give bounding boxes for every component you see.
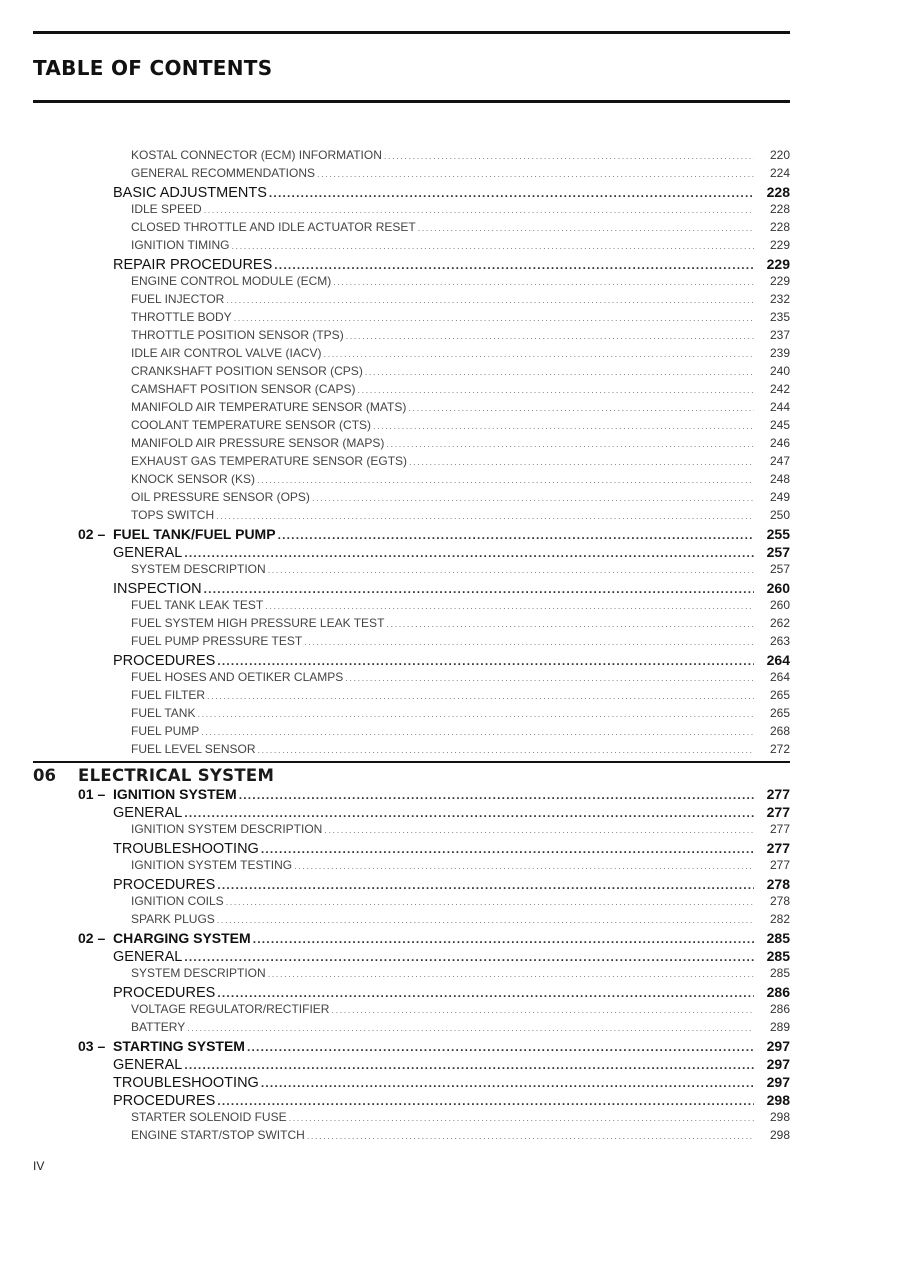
toc-chapter-entry[interactable] bbox=[33, 1038, 790, 1056]
header-bottom-rule bbox=[33, 100, 790, 103]
toc-entry-label bbox=[131, 1020, 187, 1034]
toc-entry-text: INSPECTION bbox=[113, 581, 202, 597]
toc-entry-text: SYSTEM DESCRIPTION bbox=[131, 562, 266, 576]
toc-section-entry[interactable] bbox=[33, 652, 790, 670]
toc-entry-text: CRANKSHAFT POSITION SENSOR (CPS) bbox=[131, 364, 363, 378]
toc-entry-text: CLOSED THROTTLE AND IDLE ACTUATOR RESET bbox=[131, 220, 416, 234]
dot-leader bbox=[304, 637, 754, 647]
toc-page-number: 297 bbox=[766, 1038, 790, 1054]
toc-section-entry[interactable] bbox=[33, 984, 790, 1002]
toc-subsection-entry[interactable] bbox=[33, 912, 790, 930]
toc-page-number: 229 bbox=[769, 238, 790, 252]
toc-section-entry[interactable] bbox=[33, 804, 790, 822]
toc-subsection-entry[interactable] bbox=[33, 562, 790, 580]
toc-entry-text: TROUBLESHOOTING bbox=[113, 841, 259, 857]
toc-entry-text: GENERAL bbox=[113, 805, 183, 821]
dot-leader bbox=[217, 878, 754, 892]
toc-page-number: 278 bbox=[766, 876, 790, 892]
dot-leader bbox=[184, 546, 754, 560]
toc-entry-label bbox=[131, 292, 226, 306]
toc-subsection-entry[interactable] bbox=[33, 688, 790, 706]
toc-subsection-entry[interactable] bbox=[33, 706, 790, 724]
toc-entry-label bbox=[131, 1128, 307, 1142]
toc-entry-text: KNOCK SENSOR (KS) bbox=[131, 472, 256, 486]
dot-leader bbox=[234, 313, 754, 323]
dot-leader bbox=[257, 475, 754, 485]
toc-section-entry[interactable] bbox=[33, 1074, 790, 1092]
toc-entry-label bbox=[113, 949, 184, 965]
dot-leader bbox=[331, 1005, 754, 1015]
toc-entry-label bbox=[131, 562, 268, 576]
toc-page-number: 289 bbox=[769, 1020, 790, 1034]
toc-subsection-entry[interactable] bbox=[33, 894, 790, 912]
dot-leader bbox=[231, 241, 754, 251]
dot-leader bbox=[239, 788, 754, 802]
toc-entry-text: ENGINE CONTROL MODULE (ECM) bbox=[131, 274, 332, 288]
toc-subsection-entry[interactable] bbox=[33, 292, 790, 310]
dot-leader bbox=[294, 861, 754, 871]
dot-leader bbox=[324, 825, 754, 835]
toc-page-number: 228 bbox=[766, 184, 790, 200]
toc-entry-text: GENERAL RECOMMENDATIONS bbox=[131, 166, 316, 180]
toc-entry-text: CAMSHAFT POSITION SENSOR (CAPS) bbox=[131, 382, 356, 396]
dot-leader bbox=[418, 223, 754, 233]
toc-entry-text: ENGINE START/STOP SWITCH bbox=[131, 1128, 305, 1142]
toc-subsection-entry[interactable] bbox=[33, 220, 790, 238]
toc-subsection-entry[interactable] bbox=[33, 382, 790, 400]
section-number: 06 bbox=[33, 766, 56, 785]
section-rule bbox=[33, 761, 790, 763]
toc-subsection-entry[interactable] bbox=[33, 490, 790, 508]
dot-leader bbox=[253, 932, 754, 946]
dot-leader bbox=[307, 1131, 754, 1141]
toc-page-number: 285 bbox=[766, 948, 790, 964]
toc-page-number: 264 bbox=[766, 652, 790, 668]
toc-entry-text: IGNITION COILS bbox=[131, 894, 224, 908]
toc-subsection-entry[interactable] bbox=[33, 1002, 790, 1020]
toc-subsection-entry[interactable] bbox=[33, 670, 790, 688]
toc-entry-text: FUEL HOSES AND OETIKER CLAMPS bbox=[131, 670, 344, 684]
toc-entry-label bbox=[78, 526, 278, 542]
toc-entry-text: OIL PRESSURE SENSOR (OPS) bbox=[131, 490, 310, 504]
toc-section-entry[interactable] bbox=[33, 1056, 790, 1074]
toc-subsection-entry[interactable] bbox=[33, 598, 790, 616]
toc-entry-text: IDLE SPEED bbox=[131, 202, 202, 216]
toc-entry-label bbox=[131, 616, 386, 630]
toc-subsection-entry[interactable] bbox=[33, 418, 790, 436]
toc-entry-label bbox=[131, 238, 231, 252]
toc-entry-text: IDLE AIR CONTROL VALVE (IACV) bbox=[131, 346, 322, 360]
toc-entry-label bbox=[131, 274, 333, 288]
toc-entry-text: FUEL FILTER bbox=[131, 688, 206, 702]
toc-entry-text: BATTERY bbox=[131, 1020, 186, 1034]
toc-entry-label bbox=[131, 310, 234, 324]
dot-leader bbox=[217, 654, 754, 668]
dot-leader bbox=[386, 439, 754, 449]
toc-page-number: 297 bbox=[766, 1056, 790, 1072]
dot-leader bbox=[408, 403, 754, 413]
toc-entry-text: PROCEDURES bbox=[113, 1093, 216, 1109]
toc-entry-label bbox=[113, 985, 217, 1001]
toc-subsection-entry[interactable] bbox=[33, 472, 790, 490]
toc-page-number: 260 bbox=[769, 598, 790, 612]
toc-subsection-entry[interactable] bbox=[33, 346, 790, 364]
toc-page-number: 257 bbox=[769, 562, 790, 576]
dot-leader bbox=[269, 186, 754, 200]
toc-subsection-entry[interactable] bbox=[33, 148, 790, 166]
toc-page-number: 263 bbox=[769, 634, 790, 648]
toc-page-number: 260 bbox=[766, 580, 790, 596]
toc-entry-text: REPAIR PROCEDURES bbox=[113, 257, 273, 273]
toc-page-number: 277 bbox=[769, 858, 790, 872]
toc-entry-text: FUEL LEVEL SENSOR bbox=[131, 742, 256, 756]
toc-entry-label bbox=[131, 382, 357, 396]
dot-leader bbox=[204, 205, 754, 215]
toc-entry-text: PROCEDURES bbox=[113, 985, 216, 1001]
dot-leader bbox=[261, 1076, 754, 1090]
dot-leader bbox=[265, 601, 754, 611]
toc-page-number: 244 bbox=[769, 400, 790, 414]
toc-entry-label bbox=[131, 148, 384, 162]
toc-entry-label bbox=[113, 1057, 184, 1073]
toc-entry-label bbox=[131, 724, 201, 738]
toc-entry-label bbox=[131, 598, 265, 612]
toc-entry-text: THROTTLE BODY bbox=[131, 310, 232, 324]
toc-entry-label bbox=[131, 472, 257, 486]
toc-entry-text: CHARGING SYSTEM bbox=[113, 930, 251, 946]
toc-page-number: 248 bbox=[769, 472, 790, 486]
dot-leader bbox=[268, 969, 754, 979]
toc-page-number: 250 bbox=[769, 508, 790, 522]
toc-subsection-entry[interactable] bbox=[33, 238, 790, 256]
page-folio: IV bbox=[33, 1159, 45, 1173]
toc-chapter-number: 03 – bbox=[78, 1038, 106, 1054]
toc-entry-text: GENERAL bbox=[113, 545, 183, 561]
toc-chapter-number: 01 – bbox=[78, 786, 106, 802]
dot-leader bbox=[201, 727, 754, 737]
toc-list-fuel-section bbox=[33, 148, 790, 760]
toc-entry-text: MANIFOLD AIR TEMPERATURE SENSOR (MATS) bbox=[131, 400, 407, 414]
toc-section-entry[interactable] bbox=[33, 256, 790, 274]
toc-subsection-entry[interactable] bbox=[33, 616, 790, 634]
toc-entry-text: SPARK PLUGS bbox=[131, 912, 215, 926]
toc-page-number: 245 bbox=[769, 418, 790, 432]
toc-entry-label bbox=[113, 1093, 217, 1109]
dot-leader bbox=[217, 1094, 754, 1108]
toc-entry-text: STARTER SOLENOID FUSE bbox=[131, 1110, 287, 1124]
toc-page-number: 246 bbox=[769, 436, 790, 450]
dot-leader bbox=[333, 277, 754, 287]
dot-leader bbox=[324, 349, 755, 359]
dot-leader bbox=[357, 385, 754, 395]
toc-page-number: 278 bbox=[769, 894, 790, 908]
toc-page-number: 265 bbox=[769, 706, 790, 720]
toc-entry-label bbox=[131, 670, 345, 684]
toc-page-number: 277 bbox=[769, 822, 790, 836]
toc-subsection-entry[interactable] bbox=[33, 724, 790, 742]
toc-entry-label bbox=[131, 418, 373, 432]
toc-page-number: 220 bbox=[769, 148, 790, 162]
dot-leader bbox=[312, 493, 754, 503]
toc-page-number: 277 bbox=[766, 840, 790, 856]
toc-subsection-entry[interactable] bbox=[33, 328, 790, 346]
toc-page-number: 277 bbox=[766, 786, 790, 802]
dot-leader bbox=[384, 151, 754, 161]
toc-entry-label bbox=[131, 1110, 289, 1124]
toc-entry-label bbox=[131, 454, 409, 468]
toc-page-number: 298 bbox=[766, 1092, 790, 1108]
toc-section-entry[interactable] bbox=[33, 1092, 790, 1110]
toc-entry-label bbox=[113, 257, 274, 273]
dot-leader bbox=[268, 565, 754, 575]
toc-entry-text: BASIC ADJUSTMENTS bbox=[113, 185, 267, 201]
toc-subsection-entry[interactable] bbox=[33, 858, 790, 876]
toc-section-entry[interactable] bbox=[33, 580, 790, 598]
toc-page-number: 242 bbox=[769, 382, 790, 396]
toc-entry-text: TOPS SWITCH bbox=[131, 508, 215, 522]
toc-entry-text: GENERAL bbox=[113, 949, 183, 965]
toc-page-number: 285 bbox=[766, 930, 790, 946]
toc-page-number: 224 bbox=[769, 166, 790, 180]
section-heading bbox=[33, 764, 790, 786]
toc-section-entry[interactable] bbox=[33, 948, 790, 966]
toc-subsection-entry[interactable] bbox=[33, 436, 790, 454]
toc-subsection-entry[interactable] bbox=[33, 202, 790, 220]
dot-leader bbox=[258, 745, 755, 755]
dot-leader bbox=[184, 950, 754, 964]
dot-leader bbox=[317, 169, 754, 179]
toc-entry-label bbox=[131, 490, 312, 504]
toc-entry-label bbox=[131, 894, 226, 908]
toc-list-electrical-section bbox=[33, 786, 790, 1146]
toc-subsection-entry[interactable] bbox=[33, 166, 790, 184]
toc-entry-text: STARTING SYSTEM bbox=[113, 1038, 245, 1054]
toc-entry-label bbox=[131, 436, 386, 450]
toc-entry-label bbox=[131, 858, 294, 872]
toc-subsection-entry[interactable] bbox=[33, 454, 790, 472]
toc-entry-text: MANIFOLD AIR PRESSURE SENSOR (MAPS) bbox=[131, 436, 385, 450]
toc-entry-label bbox=[113, 653, 217, 669]
toc-subsection-entry[interactable] bbox=[33, 364, 790, 382]
toc-entry-text: KOSTAL CONNECTOR (ECM) INFORMATION bbox=[131, 148, 382, 162]
toc-page-number: 255 bbox=[766, 526, 790, 542]
toc-page-number: 229 bbox=[766, 256, 790, 272]
toc-entry-label bbox=[131, 688, 207, 702]
toc-page-number: 239 bbox=[769, 346, 790, 360]
dot-leader bbox=[184, 1058, 754, 1072]
toc-entry-label bbox=[131, 364, 365, 378]
header-top-rule bbox=[33, 31, 790, 34]
page-title: TABLE OF CONTENTS bbox=[33, 56, 273, 80]
toc-entry-label bbox=[131, 220, 418, 234]
toc-entry-text: FUEL PUMP PRESSURE TEST bbox=[131, 634, 303, 648]
toc-entry-text: EXHAUST GAS TEMPERATURE SENSOR (EGTS) bbox=[131, 454, 408, 468]
toc-entry-text: PROCEDURES bbox=[113, 653, 216, 669]
toc-chapter-number: 02 – bbox=[78, 930, 106, 946]
toc-page-number: 277 bbox=[766, 804, 790, 820]
toc-subsection-entry[interactable] bbox=[33, 400, 790, 418]
toc-subsection-entry[interactable] bbox=[33, 1020, 790, 1038]
toc-entry-label bbox=[131, 742, 258, 756]
dot-leader bbox=[187, 1023, 754, 1033]
toc-chapter-entry[interactable] bbox=[33, 786, 790, 804]
toc-subsection-entry[interactable] bbox=[33, 966, 790, 984]
toc-entry-label bbox=[131, 328, 346, 342]
toc-page-number: 268 bbox=[769, 724, 790, 738]
toc-page-number: 237 bbox=[769, 328, 790, 342]
toc-page-number: 229 bbox=[769, 274, 790, 288]
dot-leader bbox=[386, 619, 754, 629]
toc-subsection-entry[interactable] bbox=[33, 274, 790, 292]
dot-leader bbox=[204, 582, 754, 596]
toc-entry-label bbox=[113, 805, 184, 821]
toc-entry-text: TROUBLESHOOTING bbox=[113, 1075, 259, 1091]
toc-subsection-entry[interactable] bbox=[33, 310, 790, 328]
toc-entry-text: GENERAL bbox=[113, 1057, 183, 1073]
toc-page-number: 228 bbox=[769, 220, 790, 234]
dot-leader bbox=[289, 1113, 754, 1123]
toc-page-number: 282 bbox=[769, 912, 790, 926]
toc-entry-label bbox=[113, 545, 184, 561]
dot-leader bbox=[346, 331, 754, 341]
dot-leader bbox=[409, 457, 754, 467]
toc-entry-label bbox=[113, 877, 217, 893]
toc-entry-label bbox=[131, 706, 197, 720]
dot-leader bbox=[216, 511, 754, 521]
toc-section-entry[interactable] bbox=[33, 840, 790, 858]
toc-entry-text: PROCEDURES bbox=[113, 877, 216, 893]
toc-entry-text: IGNITION TIMING bbox=[131, 238, 230, 252]
toc-page-number: 240 bbox=[769, 364, 790, 378]
toc-subsection-entry[interactable] bbox=[33, 508, 790, 526]
toc-page-number: 265 bbox=[769, 688, 790, 702]
toc-page-number: 262 bbox=[769, 616, 790, 630]
toc-page-number: 286 bbox=[769, 1002, 790, 1016]
toc-section-entry[interactable] bbox=[33, 876, 790, 894]
toc-chapter-entry[interactable] bbox=[33, 526, 790, 544]
toc-page-number: 285 bbox=[769, 966, 790, 980]
toc-entry-label bbox=[113, 185, 269, 201]
dot-leader bbox=[274, 258, 754, 272]
toc-page-number: 286 bbox=[766, 984, 790, 1000]
toc-entry-text: FUEL TANK LEAK TEST bbox=[131, 598, 264, 612]
toc-entry-label bbox=[78, 786, 239, 802]
toc-page-number: 247 bbox=[769, 454, 790, 468]
dot-leader bbox=[217, 986, 754, 1000]
toc-page-number: 257 bbox=[766, 544, 790, 560]
toc-entry-text: VOLTAGE REGULATOR/RECTIFIER bbox=[131, 1002, 330, 1016]
toc-entry-label bbox=[131, 1002, 331, 1016]
dot-leader bbox=[226, 897, 754, 907]
dot-leader bbox=[207, 691, 754, 701]
toc-page-number: 298 bbox=[769, 1128, 790, 1142]
toc-entry-text: IGNITION SYSTEM DESCRIPTION bbox=[131, 822, 323, 836]
toc-page-number: 232 bbox=[769, 292, 790, 306]
toc-entry-label bbox=[131, 966, 268, 980]
toc-entry-label bbox=[131, 202, 204, 216]
toc-entry-text: FUEL PUMP bbox=[131, 724, 200, 738]
toc-chapter-entry[interactable] bbox=[33, 930, 790, 948]
toc-subsection-entry[interactable] bbox=[33, 634, 790, 652]
toc-subsection-entry[interactable] bbox=[33, 1128, 790, 1146]
dot-leader bbox=[373, 421, 754, 431]
toc-entry-text: IGNITION SYSTEM bbox=[113, 786, 237, 802]
toc-page-number: 228 bbox=[769, 202, 790, 216]
toc-page-number: 272 bbox=[769, 742, 790, 756]
toc-page-number: 297 bbox=[766, 1074, 790, 1090]
toc-entry-label bbox=[78, 1038, 247, 1054]
toc-entry-label bbox=[131, 912, 217, 926]
toc-entry-text: COOLANT TEMPERATURE SENSOR (CTS) bbox=[131, 418, 372, 432]
dot-leader bbox=[278, 528, 754, 542]
toc-entry-label bbox=[131, 508, 216, 522]
toc-section-entry[interactable] bbox=[33, 544, 790, 562]
dot-leader bbox=[345, 673, 754, 683]
section-title: ELECTRICAL SYSTEM bbox=[78, 766, 275, 785]
toc-entry-text: SYSTEM DESCRIPTION bbox=[131, 966, 266, 980]
toc-subsection-entry[interactable] bbox=[33, 742, 790, 760]
toc-subsection-entry[interactable] bbox=[33, 1110, 790, 1128]
toc-entry-text: FUEL INJECTOR bbox=[131, 292, 225, 306]
dot-leader bbox=[197, 709, 754, 719]
toc-entry-label bbox=[131, 166, 317, 180]
toc-entry-label bbox=[78, 930, 253, 946]
dot-leader bbox=[184, 806, 754, 820]
toc-chapter-number: 02 – bbox=[78, 526, 106, 542]
toc-entry-label bbox=[113, 841, 261, 857]
toc-subsection-entry[interactable] bbox=[33, 822, 790, 840]
toc-entry-label bbox=[131, 400, 408, 414]
dot-leader bbox=[365, 367, 754, 377]
toc-entry-text: FUEL TANK bbox=[131, 706, 196, 720]
toc-page-number: 264 bbox=[769, 670, 790, 684]
dot-leader bbox=[217, 915, 754, 925]
toc-page-number: 235 bbox=[769, 310, 790, 324]
toc-entry-label bbox=[113, 1075, 261, 1091]
toc-section-entry[interactable] bbox=[33, 184, 790, 202]
toc-entry-label bbox=[131, 634, 304, 648]
toc-page-number: 298 bbox=[769, 1110, 790, 1124]
dot-leader bbox=[247, 1040, 754, 1054]
toc-entry-text: FUEL TANK/FUEL PUMP bbox=[113, 526, 276, 542]
toc-entry-label bbox=[131, 346, 324, 360]
table-of-contents bbox=[33, 148, 790, 1146]
toc-page-number: 249 bbox=[769, 490, 790, 504]
toc-entry-text: FUEL SYSTEM HIGH PRESSURE LEAK TEST bbox=[131, 616, 385, 630]
toc-entry-label bbox=[113, 581, 204, 597]
toc-entry-text: THROTTLE POSITION SENSOR (TPS) bbox=[131, 328, 344, 342]
dot-leader bbox=[226, 295, 754, 305]
toc-entry-text: IGNITION SYSTEM TESTING bbox=[131, 858, 293, 872]
toc-entry-label bbox=[131, 822, 324, 836]
dot-leader bbox=[261, 842, 754, 856]
